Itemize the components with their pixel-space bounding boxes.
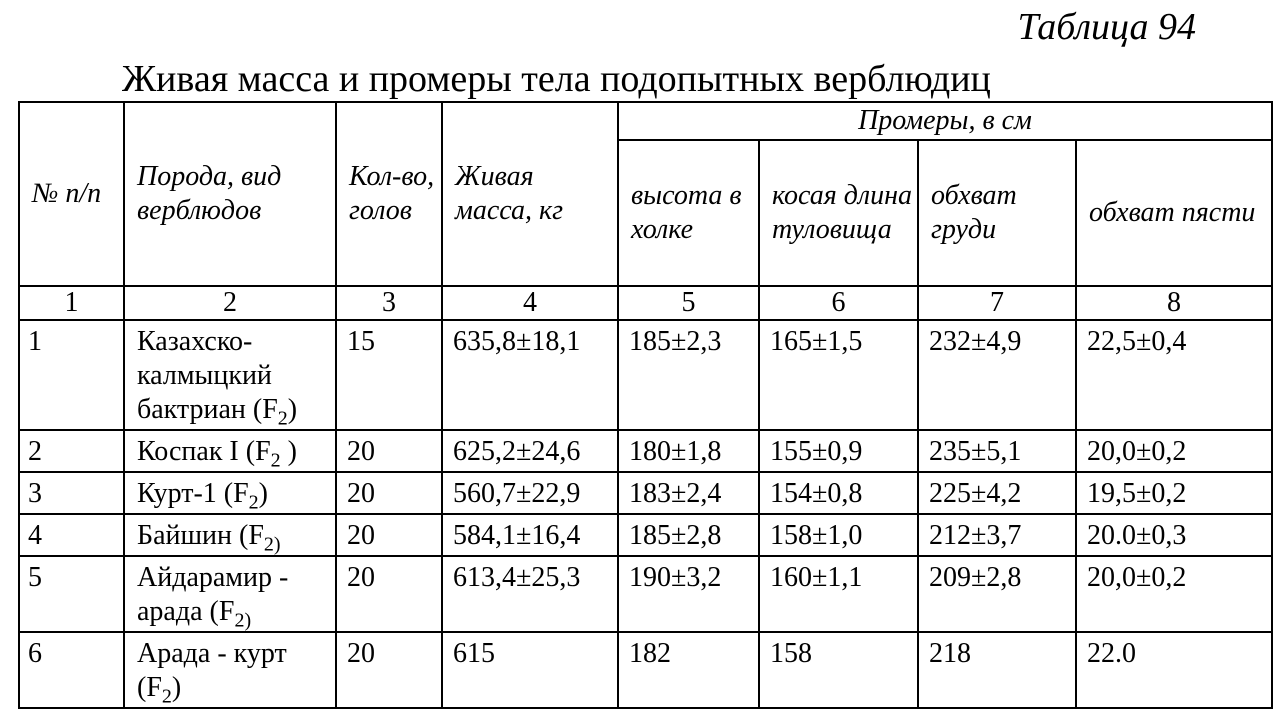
- header-height: высота в холке: [618, 140, 759, 286]
- row-height: 185±2,3: [618, 320, 759, 430]
- row-length: 158: [759, 632, 918, 708]
- breed-subscript: 2: [248, 491, 259, 514]
- row-metacarpus: 19,5±0,2: [1076, 472, 1272, 514]
- row-chest: 218: [918, 632, 1076, 708]
- table-title: Живая масса и промеры тела подопытных верблюдиц: [122, 58, 991, 100]
- column-number: 8: [1076, 286, 1272, 320]
- row-count: 20: [336, 514, 442, 556]
- row-count: 15: [336, 320, 442, 430]
- row-height: 185±2,8: [618, 514, 759, 556]
- row-number: 2: [19, 430, 124, 472]
- breed-subscript: 2: [270, 449, 281, 472]
- column-number: 4: [442, 286, 618, 320]
- row-number: 1: [19, 320, 124, 430]
- row-length: 155±0,9: [759, 430, 918, 472]
- row-breed: [124, 320, 336, 430]
- column-number: 3: [336, 286, 442, 320]
- breed-name: Арада - курт (F: [137, 638, 287, 703]
- table-row: [19, 472, 1272, 514]
- row-chest: 235±5,1: [918, 430, 1076, 472]
- row-breed: [124, 472, 336, 514]
- row-height: 182: [618, 632, 759, 708]
- row-length: 160±1,1: [759, 556, 918, 632]
- header-count: Кол-во, голов: [336, 102, 442, 286]
- row-length: 158±1,0: [759, 514, 918, 556]
- header-number: № п/п: [19, 102, 124, 286]
- header-row-group: [19, 102, 1272, 140]
- row-height: 180±1,8: [618, 430, 759, 472]
- breed-subscript: 2): [263, 533, 281, 556]
- row-breed: [124, 514, 336, 556]
- row-count: 20: [336, 632, 442, 708]
- column-number: 5: [618, 286, 759, 320]
- table-row: [19, 632, 1272, 708]
- row-breed: [124, 632, 336, 708]
- breed-suffix: ): [287, 394, 298, 425]
- header-live-mass: Живая масса, кг: [442, 102, 618, 286]
- header-breed: Порода, вид верблюдов: [124, 102, 336, 286]
- breed-name: Коспак I (F: [137, 436, 271, 467]
- row-count: 20: [336, 430, 442, 472]
- row-length: 154±0,8: [759, 472, 918, 514]
- row-count: 20: [336, 556, 442, 632]
- breed-suffix: ): [280, 436, 297, 467]
- row-chest: 225±4,2: [918, 472, 1076, 514]
- row-height: 183±2,4: [618, 472, 759, 514]
- row-length: 165±1,5: [759, 320, 918, 430]
- row-chest: 212±3,7: [918, 514, 1076, 556]
- table-row: [19, 320, 1272, 430]
- row-number: 4: [19, 514, 124, 556]
- column-number: 7: [918, 286, 1076, 320]
- breed-name: Казахско-калмыцкий бактриан (F: [137, 326, 278, 425]
- row-mass: 584,1±16,4: [442, 514, 618, 556]
- table-number: Таблица 94: [1017, 6, 1196, 48]
- row-number: 6: [19, 632, 124, 708]
- row-metacarpus: 20,0±0,2: [1076, 430, 1272, 472]
- header-metacarpus-girth: обхват пясти: [1076, 140, 1272, 286]
- header-chest-girth: обхват груди: [918, 140, 1076, 286]
- row-number: 5: [19, 556, 124, 632]
- row-breed: [124, 556, 336, 632]
- breed-subscript: 2: [277, 407, 288, 430]
- header-measurements: Промеры, в см: [618, 102, 1272, 140]
- row-metacarpus: 20,0±0,2: [1076, 556, 1272, 632]
- breed-name: Байшин (F: [137, 520, 264, 551]
- row-chest: 232±4,9: [918, 320, 1076, 430]
- breed-suffix: ): [171, 672, 182, 703]
- row-metacarpus: 22,5±0,4: [1076, 320, 1272, 430]
- row-number: 3: [19, 472, 124, 514]
- table-row: [19, 556, 1272, 632]
- row-mass: 625,2±24,6: [442, 430, 618, 472]
- column-number: 6: [759, 286, 918, 320]
- breed-subscript: 2): [234, 609, 252, 632]
- breed-subscript: 2: [161, 685, 172, 708]
- row-mass: 613,4±25,3: [442, 556, 618, 632]
- table-row: [19, 514, 1272, 556]
- row-chest: 209±2,8: [918, 556, 1076, 632]
- breed-name: Курт-1 (F: [137, 478, 249, 509]
- column-number: 2: [124, 286, 336, 320]
- row-height: 190±3,2: [618, 556, 759, 632]
- table-row: [19, 430, 1272, 472]
- row-breed: [124, 430, 336, 472]
- row-mass: 615: [442, 632, 618, 708]
- header-body-length: косая длина туловища: [759, 140, 918, 286]
- row-mass: 635,8±18,1: [442, 320, 618, 430]
- column-number: 1: [19, 286, 124, 320]
- column-number-row: [19, 286, 1272, 320]
- row-mass: 560,7±22,9: [442, 472, 618, 514]
- row-metacarpus: 22.0: [1076, 632, 1272, 708]
- breed-name: Айдарамир - арада (F: [137, 562, 289, 627]
- row-count: 20: [336, 472, 442, 514]
- row-metacarpus: 20.0±0,3: [1076, 514, 1272, 556]
- data-table: [18, 101, 1273, 709]
- breed-suffix: ): [258, 478, 268, 509]
